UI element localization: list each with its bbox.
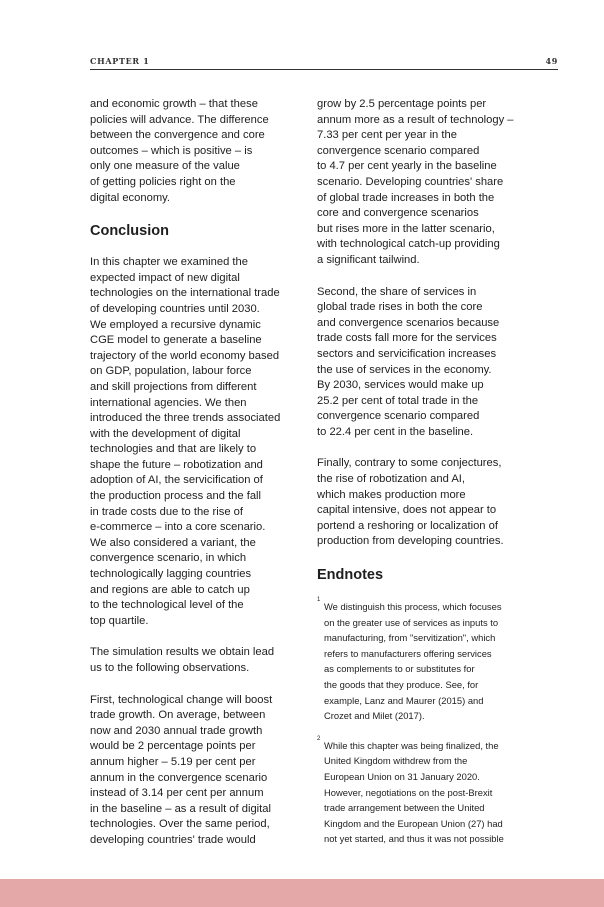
conclusion-paragraph-1: In this chapter we examined the expected impact of new digital technologies on the international trade of developing countries until 2030. We employed a recursive dynamic CGE model to generate a baseline trajectory of the world economy based on GDP, population, labour force and skill projections from different international agencies. We then introduced the three trends associated with the development of digital technologies and that are likely to shape the future – robotization and adoption of AI, the servicification of the production process and the fall in trade costs due to the rise of e-commerce – into a core scenario. We also considered a variant, the convergence scenario, in which technologically lagging countries and regions are able to catch up to the technological level of the top quartile. bbox=[90, 256, 281, 627]
right-column bbox=[317, 97, 539, 861]
right-paragraph-2: Second, the share of services in global trade rises in both the core and convergence scenarios because trade costs fall more for the services sectors and servicification increases the use of services in the economy. By 2030, services would make up 25.2 per cent of total trade in the convergence scenario compared to 22.4 per cent in the baseline. bbox=[317, 285, 500, 438]
page-number: 49 bbox=[545, 56, 558, 66]
conclusion-heading: Conclusion bbox=[90, 223, 169, 240]
conclusion-paragraph-2: The simulation results we obtain lead us to the following observations. bbox=[90, 646, 275, 674]
endnotes-heading: Endnotes bbox=[317, 567, 384, 584]
endnote-2-text: While this chapter was being finalized, the United Kingdom withdrew from the European Union on 31 January 2020. However, negotiations on the post-Brexit trade arrangement between the United Kingdom and the European Union (27) had not yet started, and thus it was not possible bbox=[324, 739, 504, 845]
endnote-1-number: 1 bbox=[317, 597, 321, 604]
endnote-2 bbox=[317, 735, 539, 847]
endnote-1-text: We distinguish this process, which focuses on the greater use of services as inputs to manufacturing, from "servitization", which refers to manufacturers offering services as complements to or substitutes for the goods that they produce. See, for example, Lanz and Maurer (2015) and Crozet and Milet (2017). bbox=[324, 601, 502, 722]
footer-band bbox=[0, 879, 604, 907]
right-paragraph-3: Finally, contrary to some conjectures, the rise of robotization and AI, which makes production more capital intensive, does not appear to portend a reshoring or localization of production from developing countries. bbox=[317, 457, 504, 548]
page-header bbox=[90, 56, 558, 66]
endnote-1 bbox=[317, 599, 539, 724]
left-column bbox=[90, 97, 300, 849]
chapter-label: CHAPTER 1 bbox=[90, 56, 150, 66]
right-paragraph-1: grow by 2.5 percentage points per annum more as a result of technology – 7.33 per cent per year in the convergence scenario compared to 4.7 per cent yearly in the baseline scenario. Developing countries' share of global trade increases in both the core and convergence scenarios but rises more in the latter scenario, with technological catch-up providing a significant tailwind. bbox=[317, 98, 514, 266]
conclusion-paragraph-3: First, technological change will boost trade growth. On average, between now and 2030 annual trade growth would be 2 percentage points per annum higher – 5.19 per cent per annum in the convergence scenario instead of 3.14 per cent per annum in the baseline – as a result of digital technologies. Over the same period, developing countries' trade would bbox=[90, 693, 273, 846]
intro-paragraph: and economic growth – that these policies will advance. The difference between the convergence and core outcomes – which is positive – is only one measure of the value of getting policies right on the digital economy. bbox=[90, 98, 269, 204]
endnote-2-number: 2 bbox=[317, 735, 321, 742]
header-divider bbox=[90, 69, 558, 70]
